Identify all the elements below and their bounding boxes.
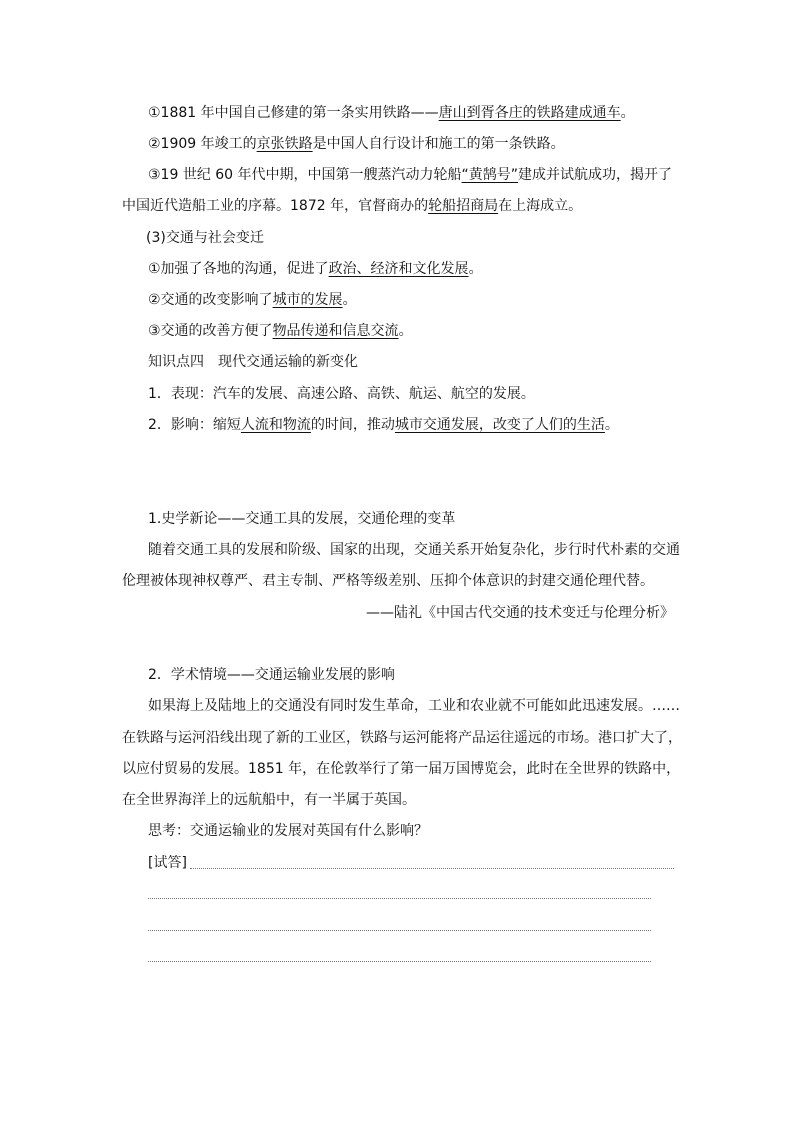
answer-line-4[interactable] <box>148 961 651 962</box>
fact-1881-text: ①1881 年中国自己修建的第一条实用铁路—— <box>148 105 439 121</box>
social-change-1-underline: 政治、经济和文化发展 <box>328 261 469 277</box>
knowledge-point-4-title: 知识点四 现代交通运输的新变化 <box>148 354 358 370</box>
social-change-2-text: ②交通的改变影响了 <box>148 292 273 308</box>
fact-1909-text: ②1909 年竣工的 <box>148 136 257 152</box>
fact-steamship-text: ③19 世纪 60 年代中期，中国第一艘蒸汽动力轮船 <box>148 167 462 183</box>
academic-paragraph-2: 在铁路与运河沿线出现了新的工业区，铁路与运河能将产品运往遥远的市场。港口扩大了， <box>122 730 682 746</box>
impact-end: 。 <box>604 417 619 433</box>
fact-steamship-underline: “黄鹄号” <box>461 167 519 183</box>
fact-steamship-end: 建成并试航成功，揭开了 <box>518 167 673 183</box>
fact-1881-railway <box>148 103 635 123</box>
social-change-2 <box>148 290 357 310</box>
fact-1881-end: 。 <box>620 105 635 121</box>
impact-underline-1: 人流和物流 <box>240 417 311 433</box>
fact-1909-railway <box>148 134 565 154</box>
fact-1881-underline: 唐山到胥各庄的铁路建成通车 <box>438 105 621 121</box>
academic-paragraph-1: 如果海上及陆地上的交通没有同时发生革命，工业和农业就不可能如此迅速发展。…… <box>148 698 680 714</box>
answer-line-3[interactable] <box>148 930 651 931</box>
fact-shipbuilding <box>122 196 582 216</box>
social-change-1-end: 。 <box>468 261 483 277</box>
history-theory-source: ——陆礼《中国古代交通的技术变迁与伦理分析》 <box>366 605 674 621</box>
history-theory-paragraph-2: 伦理被体现神权尊严、君主专制、严格等级差别、压抑个体意识的封建交通伦理代替。 <box>122 573 654 589</box>
social-change-2-underline: 城市的发展 <box>272 292 343 308</box>
social-change-3-underline: 物品传递和信息交流 <box>272 323 399 339</box>
subsection-title: (3)交通与社会变迁 <box>146 230 264 246</box>
social-change-3-end: 。 <box>398 323 413 339</box>
impact-mid: 的时间，推动 <box>310 417 395 433</box>
social-change-3 <box>148 321 413 341</box>
social-change-1-text: ①加强了各地的沟通，促进了 <box>148 261 329 277</box>
knowledge-point-4-performance: 1．表现：汽车的发展、高速公路、高铁、航运、航空的发展。 <box>148 386 535 402</box>
question-prompt: 思考：交通运输业的发展对英国有什么影响？ <box>148 823 428 839</box>
answer-line-2[interactable] <box>148 898 651 899</box>
history-theory-paragraph-1: 随着交通工具的发展和阶级、国家的出现，交通关系开始复杂化，步行时代朴素的交通 <box>148 542 680 558</box>
academic-paragraph-3: 以应付贸易的发展。1851 年，在伦敦举行了第一届万国博览会，此时在全世界的铁路中， <box>122 761 681 777</box>
social-change-1 <box>148 259 483 279</box>
history-theory-title: 1.史学新论——交通工具的发展，交通伦理的变革 <box>148 511 456 527</box>
knowledge-point-4-impact <box>148 415 619 435</box>
academic-paragraph-4: 在全世界海洋上的远航船中，有一半属于英国。 <box>122 792 416 808</box>
fact-shipbuilding-text: 中国近代造船工业的序幕。1872 年，官督商办的 <box>122 198 429 214</box>
social-change-3-text: ③交通的改善方便了 <box>148 323 273 339</box>
answer-label: [试答] <box>148 855 187 871</box>
impact-text: 2．影响：缩短 <box>148 417 241 433</box>
answer-line-1[interactable] <box>190 868 674 869</box>
fact-1909-end: 是中国人自行设计和施工的第一条铁路。 <box>312 136 565 152</box>
fact-1909-underline: 京张铁路 <box>256 136 313 152</box>
social-change-2-end: 。 <box>342 292 357 308</box>
fact-steamship <box>148 165 672 185</box>
academic-situation-title: 2．学术情境——交通运输业发展的影响 <box>148 667 395 683</box>
fact-shipbuilding-end: 在上海成立。 <box>498 198 583 214</box>
impact-underline-2: 城市交通发展，改变了人们的生活 <box>394 417 605 433</box>
fact-shipbuilding-underline: 轮船招商局 <box>428 198 499 214</box>
